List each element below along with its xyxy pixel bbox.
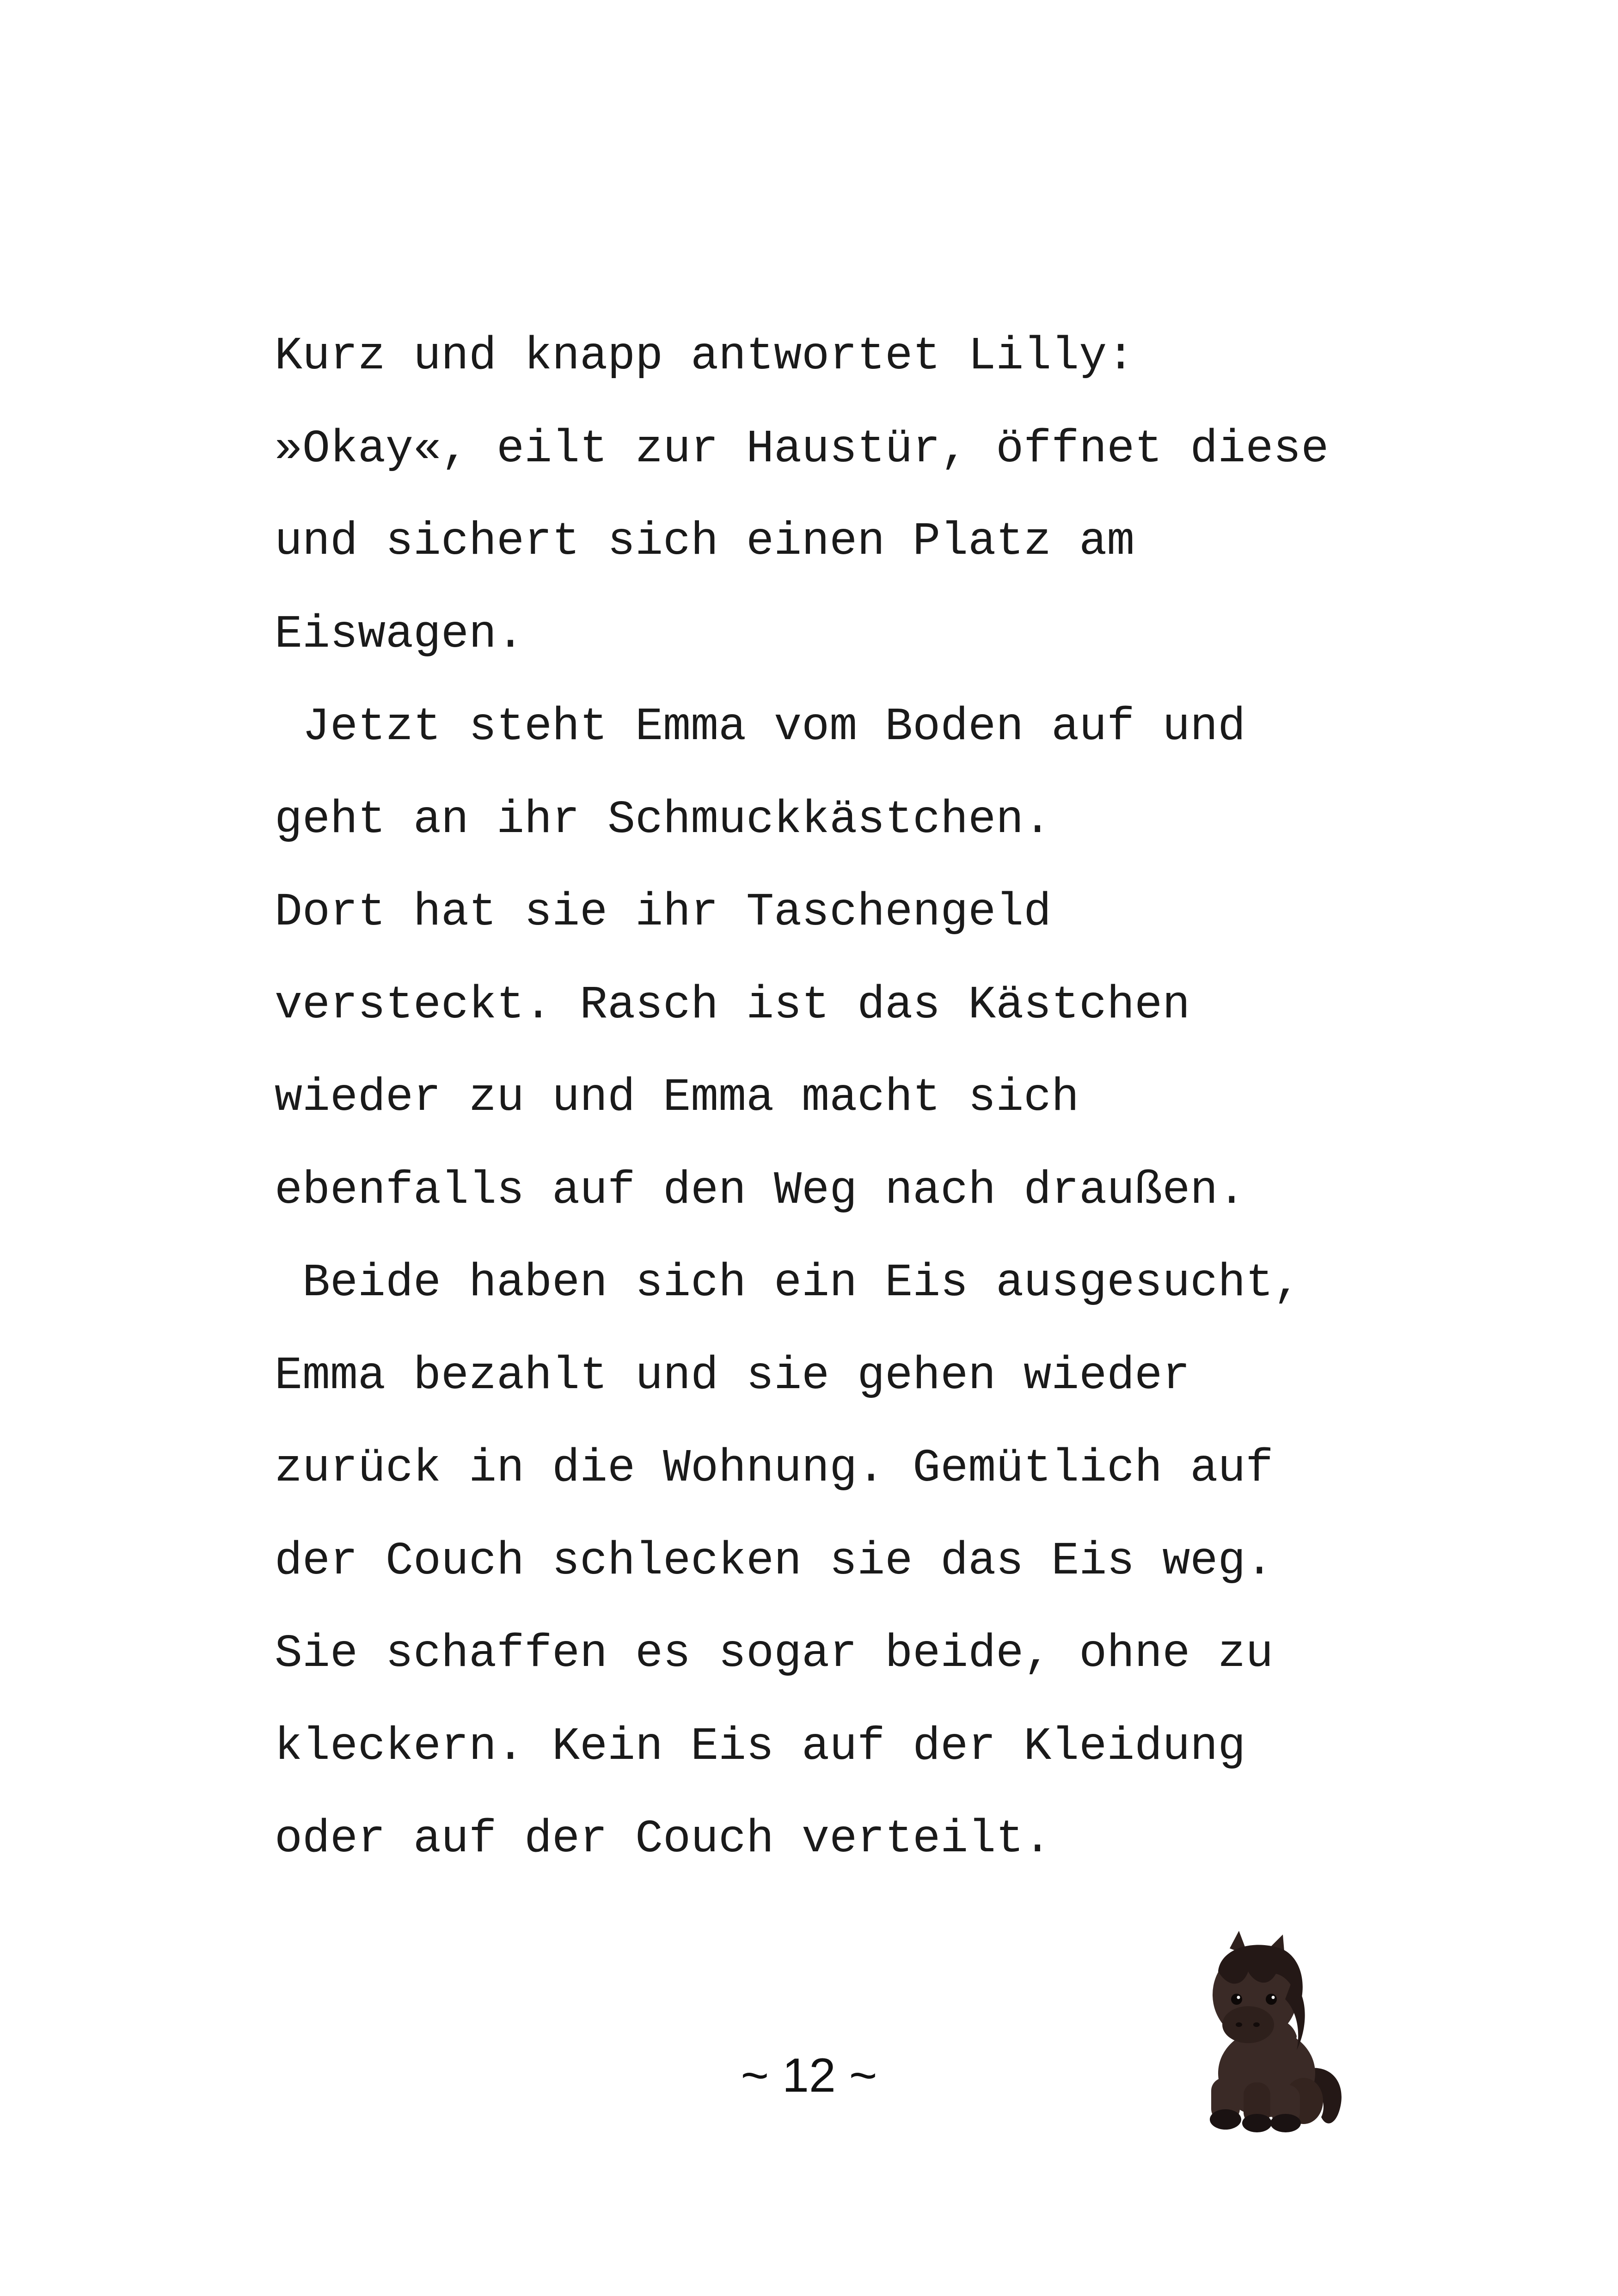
text-line: oder auf der Couch verteilt. xyxy=(275,1813,1052,1866)
pony-eye xyxy=(1266,1994,1277,2005)
page-number: ~ 12 ~ xyxy=(741,2049,877,2102)
pony-hoof xyxy=(1270,2114,1301,2132)
text-line: und sichert sich einen Platz am xyxy=(275,516,1135,568)
text-line: Eiswagen. xyxy=(275,608,525,661)
text-line: Kurz und knapp antwortet Lilly: xyxy=(275,331,1135,383)
pony-muzzle xyxy=(1222,2006,1274,2043)
pony-eye-highlight xyxy=(1237,1996,1240,1999)
pony-nostril xyxy=(1236,2022,1242,2027)
text-line: Sie schaffen es sogar beide, ohne zu xyxy=(275,1628,1274,1680)
text-line: Jetzt steht Emma vom Boden auf und xyxy=(275,701,1246,753)
text-line: der Couch schlecken sie das Eis weg. xyxy=(275,1535,1274,1588)
pony-nostril xyxy=(1253,2022,1260,2027)
text-line: kleckern. Kein Eis auf der Kleidung xyxy=(275,1720,1246,1773)
text-line: zurück in die Wohnung. Gemütlich auf xyxy=(275,1443,1274,1495)
text-line: ebenfalls auf den Weg nach draußen. xyxy=(275,1164,1246,1217)
text-line: Dort hat sie ihr Taschengeld xyxy=(275,887,1052,939)
pony-hoof xyxy=(1242,2114,1272,2132)
story-text xyxy=(275,311,1430,1886)
plush-pony-icon xyxy=(1174,1930,1350,2133)
pony-hoof xyxy=(1210,2109,1241,2130)
text-line: geht an ihr Schmuckkästchen. xyxy=(275,794,1052,846)
text-line: »Okay«, eilt zur Haustür, öffnet diese xyxy=(275,423,1329,476)
pony-eye-highlight xyxy=(1272,1996,1275,1999)
text-line: Emma bezahlt und sie gehen wieder xyxy=(275,1350,1190,1402)
text-line: Beide haben sich ein Eis ausgesucht, xyxy=(275,1257,1301,1310)
text-line: versteckt. Rasch ist das Kästchen xyxy=(275,979,1190,1032)
text-line: wieder zu und Emma macht sich xyxy=(275,1072,1079,1124)
pony-eye xyxy=(1231,1994,1242,2005)
